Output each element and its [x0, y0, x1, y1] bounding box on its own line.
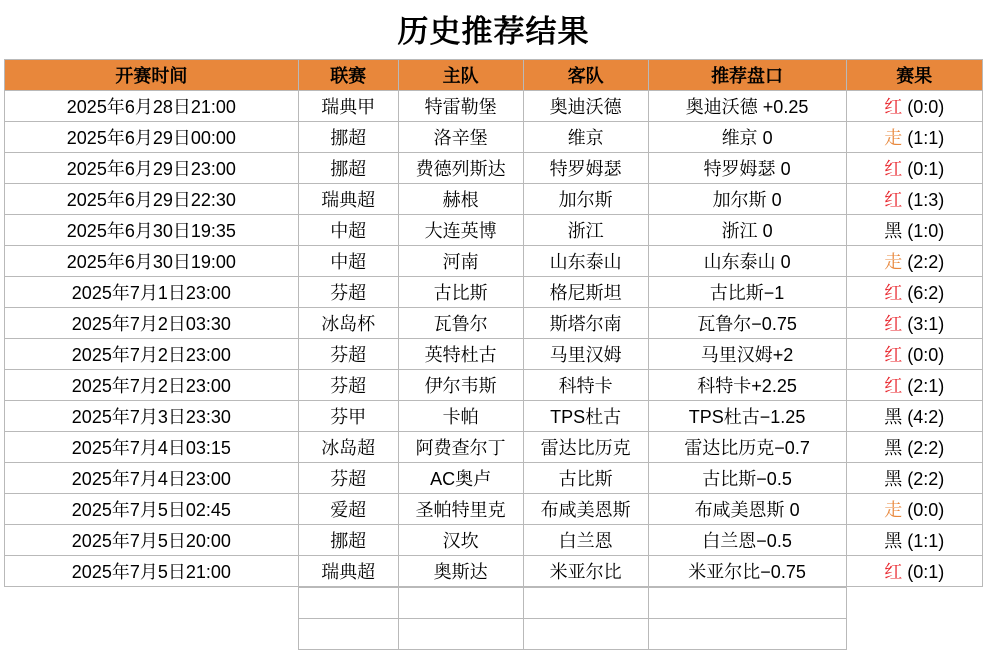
- result-score: (1:1): [907, 531, 945, 551]
- result-badge: 红: [884, 97, 903, 117]
- cell-league: 中超: [298, 246, 398, 277]
- cell-home-team: 伊尔韦斯: [398, 370, 523, 401]
- cell-away-team: 科特卡: [523, 370, 648, 401]
- column-header-home: 主队: [398, 60, 523, 91]
- result-badge: 黑: [884, 438, 903, 458]
- cell-home-team: 特雷勒堡: [398, 91, 523, 122]
- cell-handicap: 科特卡+2.25: [648, 370, 846, 401]
- table-row: [5, 246, 983, 277]
- cell-league: 挪超: [298, 122, 398, 153]
- cell-time: 2025年6月28日21:00: [5, 91, 299, 122]
- result-score: (2:1): [907, 376, 945, 396]
- empty-cell: [398, 588, 523, 619]
- cell-handicap: 浙江 0: [648, 215, 846, 246]
- cell-result: [846, 494, 982, 525]
- cell-result: [846, 463, 982, 494]
- empty-cell: [298, 588, 398, 619]
- cell-result: [846, 525, 982, 556]
- cell-league: 芬超: [298, 370, 398, 401]
- empty-cell: [648, 619, 846, 650]
- column-header-handicap: 推荐盘口: [648, 60, 846, 91]
- cell-handicap: 古比斯−0.5: [648, 463, 846, 494]
- cell-away-team: TPS杜古: [523, 401, 648, 432]
- cell-away-team: 布咸美恩斯: [523, 494, 648, 525]
- cell-time: 2025年7月2日23:00: [5, 370, 299, 401]
- cell-handicap: 奥迪沃德 +0.25: [648, 91, 846, 122]
- cell-time: 2025年7月2日03:30: [5, 308, 299, 339]
- cell-handicap: 雷达比历克−0.7: [648, 432, 846, 463]
- cell-result: [846, 184, 982, 215]
- cell-away-team: 浙江: [523, 215, 648, 246]
- table-row: [5, 122, 983, 153]
- cell-away-team: 斯塔尔南: [523, 308, 648, 339]
- result-score: (0:1): [907, 562, 945, 582]
- cell-handicap: 马里汉姆+2: [648, 339, 846, 370]
- cell-time: 2025年7月4日03:15: [5, 432, 299, 463]
- result-score: (3:1): [907, 314, 945, 334]
- empty-row: [4, 588, 983, 619]
- cell-home-team: 卡帕: [398, 401, 523, 432]
- cell-league: 爱超: [298, 494, 398, 525]
- table-row: [5, 308, 983, 339]
- cell-result: [846, 277, 982, 308]
- result-badge: 红: [884, 190, 903, 210]
- result-score: (2:2): [907, 469, 945, 489]
- cell-handicap: 白兰恩−0.5: [648, 525, 846, 556]
- result-score: (2:2): [907, 438, 945, 458]
- table-row: [5, 153, 983, 184]
- cell-league: 挪超: [298, 525, 398, 556]
- result-badge: 红: [884, 345, 903, 365]
- cell-away-team: 雷达比历克: [523, 432, 648, 463]
- cell-league: 芬超: [298, 463, 398, 494]
- cell-home-team: 费德列斯达: [398, 153, 523, 184]
- empty-row: [4, 619, 983, 650]
- result-badge: 红: [884, 376, 903, 396]
- table-row: [5, 277, 983, 308]
- cell-away-team: 白兰恩: [523, 525, 648, 556]
- result-badge: 走: [884, 128, 903, 148]
- table-row: [5, 91, 983, 122]
- cell-league: 挪超: [298, 153, 398, 184]
- cell-away-team: 米亚尔比: [523, 556, 648, 587]
- result-badge: 红: [884, 159, 903, 179]
- empty-rows-area: [4, 587, 983, 650]
- cell-result: [846, 215, 982, 246]
- cell-league: 芬超: [298, 339, 398, 370]
- cell-time: 2025年6月29日23:00: [5, 153, 299, 184]
- cell-league: 瑞典超: [298, 184, 398, 215]
- cell-result: [846, 370, 982, 401]
- cell-time: 2025年7月5日21:00: [5, 556, 299, 587]
- result-score: (0:0): [907, 345, 945, 365]
- cell-away-team: 特罗姆瑟: [523, 153, 648, 184]
- result-score: (1:0): [907, 221, 945, 241]
- result-score: (0:0): [907, 500, 945, 520]
- cell-home-team: 洛辛堡: [398, 122, 523, 153]
- table-body: [5, 91, 983, 587]
- cell-league: 芬超: [298, 277, 398, 308]
- table-row: [5, 339, 983, 370]
- cell-league: 瑞典超: [298, 556, 398, 587]
- result-badge: 走: [884, 500, 903, 520]
- cell-time: 2025年6月30日19:35: [5, 215, 299, 246]
- column-header-result: 赛果: [846, 60, 982, 91]
- column-header-league: 联赛: [298, 60, 398, 91]
- cell-result: [846, 246, 982, 277]
- cell-home-team: 英特杜古: [398, 339, 523, 370]
- table-header-row: [5, 60, 983, 91]
- column-header-away: 客队: [523, 60, 648, 91]
- result-score: (6:2): [907, 283, 945, 303]
- cell-time: 2025年6月29日00:00: [5, 122, 299, 153]
- history-results-table: [4, 59, 983, 587]
- cell-home-team: 赫根: [398, 184, 523, 215]
- cell-result: [846, 308, 982, 339]
- cell-home-team: 圣帕特里克: [398, 494, 523, 525]
- table-row: [5, 184, 983, 215]
- cell-away-team: 格尼斯坦: [523, 277, 648, 308]
- empty-cell: [298, 619, 398, 650]
- result-badge: 走: [884, 252, 903, 272]
- cell-away-team: 古比斯: [523, 463, 648, 494]
- cell-away-team: 马里汉姆: [523, 339, 648, 370]
- result-badge: 红: [884, 314, 903, 334]
- cell-handicap: TPS杜古−1.25: [648, 401, 846, 432]
- table-row: [5, 525, 983, 556]
- cell-home-team: 汉坎: [398, 525, 523, 556]
- empty-cell: [398, 619, 523, 650]
- cell-home-team: 阿费查尔丁: [398, 432, 523, 463]
- result-score: (2:2): [907, 252, 945, 272]
- cell-away-team: 维京: [523, 122, 648, 153]
- page-title: 历史推荐结果: [397, 14, 590, 49]
- table-row: [5, 370, 983, 401]
- empty-cell: [846, 588, 983, 619]
- empty-cell: [4, 619, 298, 650]
- cell-home-team: 大连英博: [398, 215, 523, 246]
- cell-away-team: 奥迪沃德: [523, 91, 648, 122]
- table-row: [5, 215, 983, 246]
- cell-handicap: 维京 0: [648, 122, 846, 153]
- cell-time: 2025年6月29日22:30: [5, 184, 299, 215]
- result-score: (1:1): [907, 128, 945, 148]
- table-row: [5, 401, 983, 432]
- cell-time: 2025年7月4日23:00: [5, 463, 299, 494]
- cell-league: 芬甲: [298, 401, 398, 432]
- result-score: (1:3): [907, 190, 945, 210]
- cell-league: 冰岛超: [298, 432, 398, 463]
- empty-cell: [523, 588, 648, 619]
- cell-handicap: 瓦鲁尔−0.75: [648, 308, 846, 339]
- cell-handicap: 布咸美恩斯 0: [648, 494, 846, 525]
- cell-result: [846, 556, 982, 587]
- result-score: (4:2): [907, 407, 945, 427]
- result-badge: 红: [884, 562, 903, 582]
- empty-cell: [846, 619, 983, 650]
- cell-home-team: 古比斯: [398, 277, 523, 308]
- empty-cell: [4, 588, 298, 619]
- cell-result: [846, 91, 982, 122]
- cell-handicap: 加尔斯 0: [648, 184, 846, 215]
- result-badge: 黑: [884, 407, 903, 427]
- empty-cell: [523, 619, 648, 650]
- table-row: [5, 432, 983, 463]
- cell-league: 瑞典甲: [298, 91, 398, 122]
- cell-league: 中超: [298, 215, 398, 246]
- cell-time: 2025年7月1日23:00: [5, 277, 299, 308]
- result-score: (0:1): [907, 159, 945, 179]
- empty-cell: [648, 588, 846, 619]
- cell-handicap: 古比斯−1: [648, 277, 846, 308]
- cell-result: [846, 432, 982, 463]
- result-badge: 黑: [884, 531, 903, 551]
- cell-time: 2025年7月2日23:00: [5, 339, 299, 370]
- cell-home-team: 奥斯达: [398, 556, 523, 587]
- cell-home-team: 河南: [398, 246, 523, 277]
- cell-handicap: 山东泰山 0: [648, 246, 846, 277]
- result-badge: 黑: [884, 221, 903, 241]
- cell-home-team: 瓦鲁尔: [398, 308, 523, 339]
- cell-time: 2025年7月5日02:45: [5, 494, 299, 525]
- cell-away-team: 加尔斯: [523, 184, 648, 215]
- table-row: [5, 463, 983, 494]
- cell-result: [846, 122, 982, 153]
- cell-handicap: 米亚尔比−0.75: [648, 556, 846, 587]
- cell-time: 2025年6月30日19:00: [5, 246, 299, 277]
- table-row: [5, 556, 983, 587]
- result-badge: 黑: [884, 469, 903, 489]
- column-header-time: 开赛时间: [5, 60, 299, 91]
- cell-handicap: 特罗姆瑟 0: [648, 153, 846, 184]
- cell-home-team: AC奥卢: [398, 463, 523, 494]
- result-score: (0:0): [907, 97, 945, 117]
- cell-league: 冰岛杯: [298, 308, 398, 339]
- cell-result: [846, 401, 982, 432]
- table-row: [5, 494, 983, 525]
- result-badge: 红: [884, 283, 903, 303]
- cell-time: 2025年7月3日23:30: [5, 401, 299, 432]
- cell-away-team: 山东泰山: [523, 246, 648, 277]
- cell-time: 2025年7月5日20:00: [5, 525, 299, 556]
- cell-result: [846, 153, 982, 184]
- cell-result: [846, 339, 982, 370]
